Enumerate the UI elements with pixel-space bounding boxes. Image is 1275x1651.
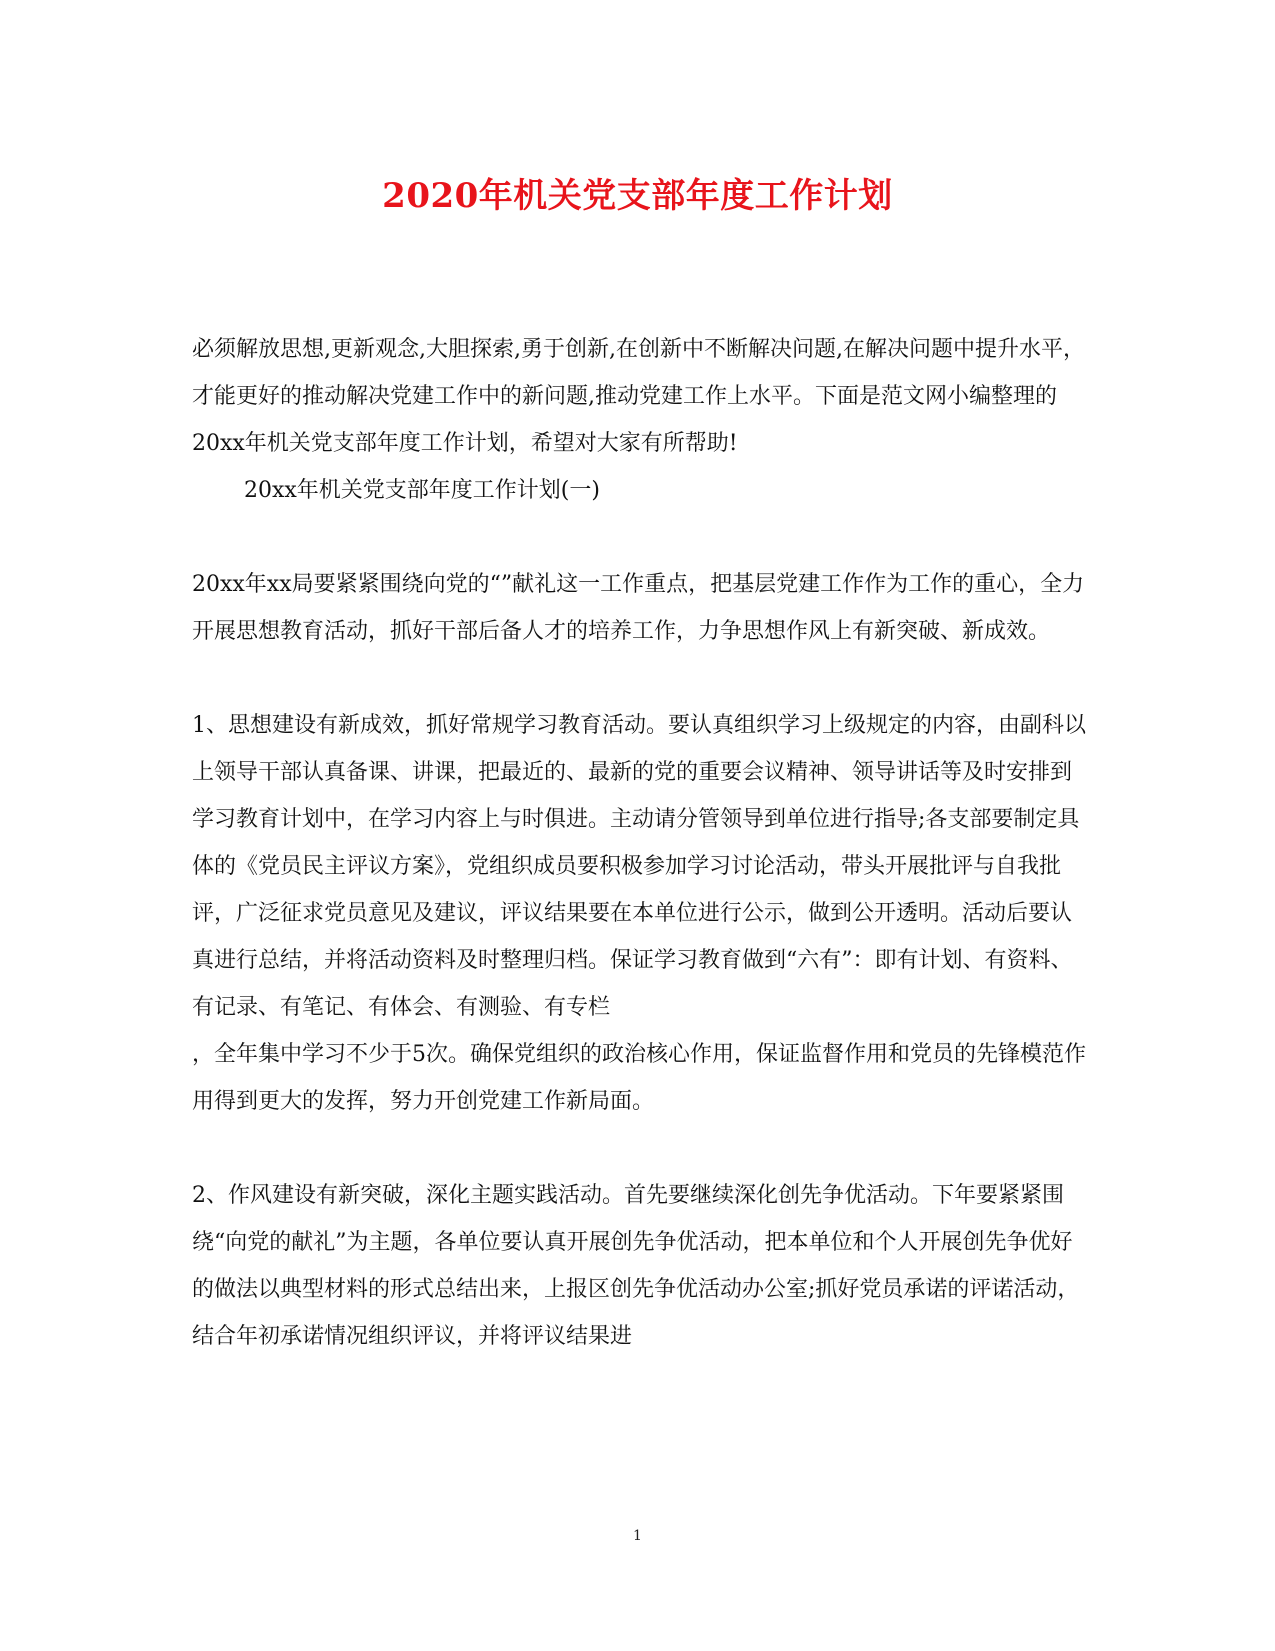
paragraph-spacer: [192, 1125, 1092, 1172]
page-number: 1: [633, 1528, 642, 1544]
section-subheading: 20xx年机关党支部年度工作计划(一): [244, 478, 600, 503]
document-title: 2020年机关党支部年度工作计划: [382, 176, 893, 216]
document-body: [192, 326, 1092, 1360]
paragraph-item-2: 2、作风建设有新突破，深化主题实践活动。首先要继续深化创先争优活动。下年要紧紧围绕“向党的献礼”为主题，各单位要认真开展创先争优活动，把本单位和个人开展创先争优好的做法以典型材料的形式总结出来，上报区创先争优活动办公室;抓好党员承诺的评诺活动，结合年初承诺情况组织评议，并将评议结果进: [192, 1183, 1080, 1349]
paragraph-item-1-continued: ，全年集中学习不少于5次。确保党组织的政治核心作用，保证监督作用和党员的先锋模范作用得到更大的发挥，努力开创党建工作新局面。: [192, 1042, 1087, 1114]
paragraph-item-1: 1、思想建设有新成效，抓好常规学习教育活动。要认真组织学习上级规定的内容，由副科以上领导干部认真备课、讲课，把最近的、最新的党的重要会议精神、领导讲话等及时安排到学习教育计划中，在学习内容上与时俱进。主动请分管领导到单位进行指导;各支部要制定具体的《党员民主评议方案》，党组织成员要积极参加学习讨论活动，带头开展批评与自我批评，广泛征求党员意见及建议，评议结果要在本单位进行公示，做到公开透明。活动后要认真进行总结，并将活动资料及时整理归档。保证学习教育做到“六有”：即有计划、有资料、有记录、有笔记、有体会、有测验、有专栏: [192, 713, 1087, 1020]
intro-paragraph: 必须解放思想,更新观念,大胆探索,勇于创新,在创新中不断解决问题,在解决问题中提升水平，才能更好的推动解决党建工作中的新问题,推动党建工作上水平。下面是范文网小编整理的20xx年机关党支部年度工作计划，希望对大家有所帮助!: [192, 337, 1085, 456]
paragraph-spacer: [192, 514, 1092, 561]
paragraph-spacer: [192, 655, 1092, 702]
paragraph-overview: 20xx年xx局要紧紧围绕向党的“”献礼这一工作重点，把基层党建工作作为工作的重心，全力开展思想教育活动，抓好干部后备人才的培养工作，力争思想作风上有新突破、新成效。: [192, 572, 1085, 644]
